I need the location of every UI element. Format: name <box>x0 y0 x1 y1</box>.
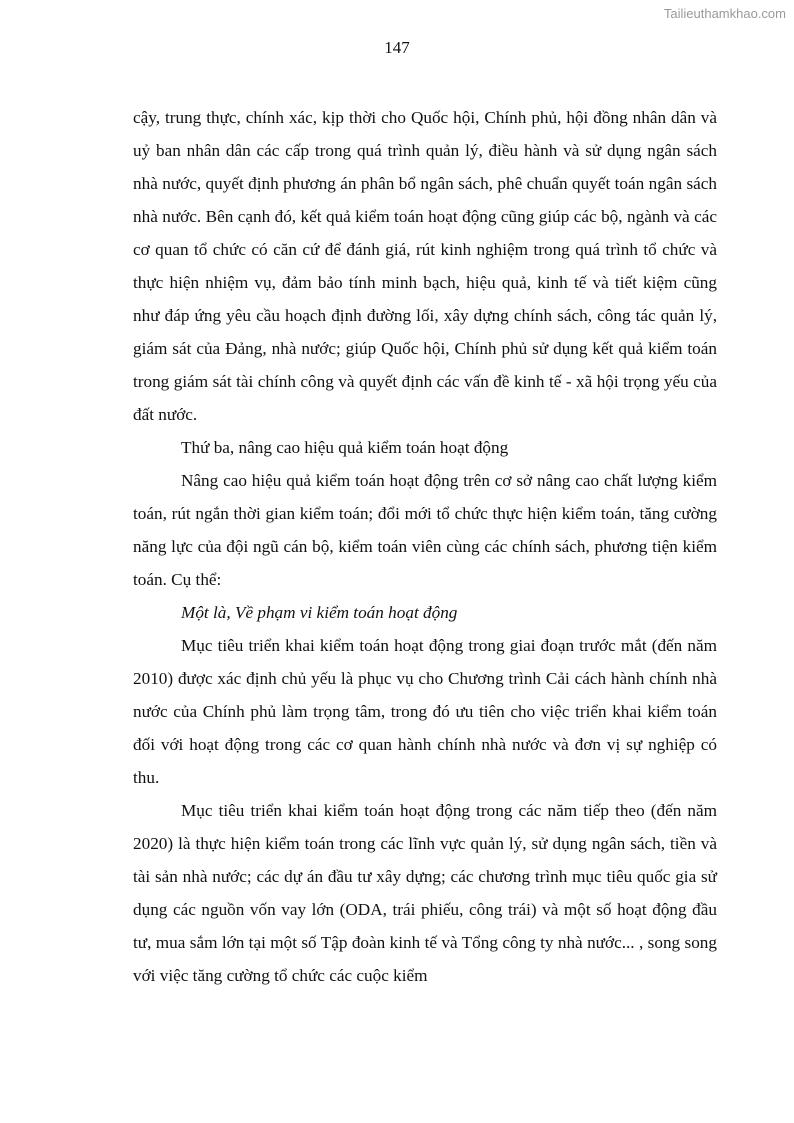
paragraph-continuation: cậy, trung thực, chính xác, kịp thời cho Quốc hội, Chính phủ, hội đồng nhân dân và uỷ ban nhân dân các cấp trong quá trình quản lý, điều hành và sử dụng ngân sách nhà nước, quyết định phương án phân bổ ngân sách, phê chuẩn quyết toán ngân sách nhà nước. Bên cạnh đó, kết quả kiểm toán hoạt động cũng giúp các bộ, ngành và các cơ quan tổ chức có căn cứ để đánh giá, rút kinh nghiệm trong quá trình tổ chức và thực hiện nhiệm vụ, đảm bảo tính minh bạch, hiệu quả, kinh tế và tiết kiệm cũng như đáp ứng yêu cầu hoạch định đường lối, xây dựng chính sách, công tác quản lý, giám sát của Đảng, nhà nước; giúp Quốc hội, Chính phủ sử dụng kết quả kiểm toán trong giám sát tài chính công và quyết định các vấn đề kinh tế - xã hội trọng yếu của đất nước. <box>133 108 717 424</box>
paragraph: Mục tiêu triển khai kiểm toán hoạt động trong giai đoạn trước mắt (đến năm 2010) được xác định chủ yếu là phục vụ cho Chương trình Cải cách hành chính nhà nước của Chính phủ làm trọng tâm, trong đó ưu tiên cho việc triển khai kiểm toán đối với hoạt động trong các cơ quan hành chính nhà nước và đơn vị sự nghiệp có thu. <box>133 636 717 787</box>
document-body <box>133 101 717 992</box>
paragraph: Mục tiêu triển khai kiểm toán hoạt động trong các năm tiếp theo (đến năm 2020) là thực hiện kiểm toán trong các lĩnh vực quản lý, sử dụng ngân sách, tiền và tài sản nhà nước; các dự án đầu tư xây dựng; các chương trình mục tiêu quốc gia sử dụng các nguồn vốn vay lớn (ODA, trái phiếu, công trái) và một số hoạt động đầu tư, mua sắm lớn tại một số Tập đoàn kinh tế và Tổng công ty nhà nước... , song song với việc tăng cường tổ chức các cuộc kiểm <box>133 801 717 985</box>
section-heading: Thứ ba, nâng cao hiệu quả kiểm toán hoạt động <box>181 438 509 457</box>
paragraph: Nâng cao hiệu quả kiểm toán hoạt động trên cơ sở nâng cao chất lượng kiểm toán, rút ngắn thời gian kiểm toán; đổi mới tổ chức thực hiện kiểm toán, tăng cường năng lực của đội ngũ cán bộ, kiểm toán viên cùng các chính sách, phương tiện kiểm toán. Cụ thể: <box>133 471 717 589</box>
page-number: 147 <box>384 38 410 57</box>
subsection-heading: Một là, Về phạm vi kiểm toán hoạt động <box>181 603 458 622</box>
watermark: Tailieuthamkhao.com <box>663 6 786 21</box>
